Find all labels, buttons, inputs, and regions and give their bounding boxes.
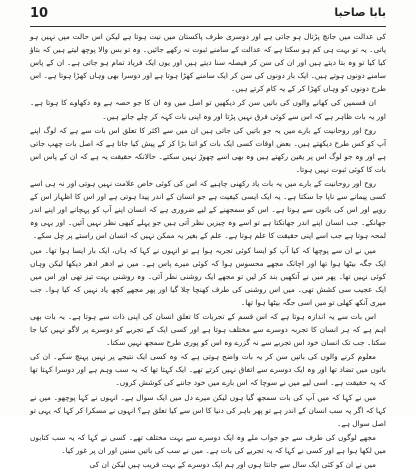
paragraph: مجھے لوگوں کی طرف سے جو جواب ملے وہ ایک دوسرے سے بہت مختلف تھے۔ کسی نے کہا کہ یہ سب کتابوں میں لکھا ہوا ہے اور کسی نے کہا کہ یہ تجربے کی بات ہے۔ میں نے سب کی باتیں سنیں اور ان پر غور کیا۔ (30, 432, 386, 455)
page-header (30, 4, 386, 27)
paragraph: میں نے ان کو کئی ایک سال سے جانتا ہوں اور ہم ایک دوسرے کے بہت قریب ہیں لیکن ان کی (89, 460, 376, 469)
paragraph: ان قسمیں کی کھانے والوں کی باتیں سن کر دیکھیں تو اصل میں وہ ان کا جو حصہ ہے وہ دکھاوے کا ہوتا ہے۔ اور یہ بات ظاہر ہے کہ اس سے کوئی فرق نہیں پڑتا اور وہ اپنی بات کہہ کر چلے جاتے ہیں۔ (30, 98, 386, 121)
paragraph: کی عدالت میں جانچ پڑتال ہو جاتی ہے اور دوسری طرف پاکستان میں نیت ہوتا ہے لیکن اس حالت میں نہیں ہو پاتی۔ یہ تو بہت ہی کم ہو سکتا ہے کہ عدالت کے سامنے ثبوت نہ رکھے جائیں۔ وہ تو بس والا پوچھ لیتے ہیں کہ بتاؤ کیا کیا تو وہ بتا دیتے ہیں اور ان کی سن کر فیصلہ سنا دیتے ہیں اور یوں ایک فریاد تمام ہو جاتی ہے۔ ان کے پاس سامنے دونوں ہوتے ہیں۔ ایک بار دونوں کی سن کر ایک سامنے کھڑا ہوتا ہے اور دوسرا بھی وہاں کھڑا ہوتا ہے۔ اس طرح دونوں کو وہاں کھڑا کر کے یہ کام کرتے ہیں۔ (30, 32, 386, 94)
paragraph: روح اور روحانیت کے بارے میں یہ بات یاد رکھنی چاہیے کہ اس کی کوئی خاص علامت نہیں ہوتی اور نہ ہی اسے کسی پیمانے سے ناپا جا سکتا ہے۔ یہ ایک ایسی کیفیت ہے جو انسان کے اندر پیدا ہوتی ہے اور اس کا اظہار اس کے رویے اور اس کی باتوں سے ہوتا ہے۔ اس کو سمجھنے کے لیے ضروری ہے کہ انسان اپنے آپ کو پہچانے اور اپنے اندر جھانکے۔ جب انسان اپنے اندر جھانکتا ہے تو اسے وہ چیزیں نظر آتی ہیں جو پہلے کبھی نظر نہیں آئیں۔ اور یہی وہ لمحہ ہوتا ہے جب اسے اپنی حقیقت کا علم ہوتا ہے۔ علم کے بغیر یہ ممکن نہیں کہ انسان اس راستے پر چل سکے۔ (30, 179, 386, 241)
body-text (30, 30, 386, 469)
paragraph: میں نے کہا کہ میں آپ کی بات سمجھ گیا ہوں لیکن میرے دل میں ایک سوال ہے۔ انہوں نے کہا پوچھو۔ میں نے کہا کہ اگر یہ سب انسان کے اندر ہے تو پھر باہر کی دنیا کا اس سے کیا تعلق ہے؟ انہوں نے مسکرا کر کہا کہ یہی تو اصل سوال ہے۔ (30, 392, 386, 428)
paragraph: میں نے ان سے پوچھا کہ کیا آپ کو ایسا کوئی تجربہ ہوا ہے تو انہوں نے کہا کہ ہاں، ایک بار ایسا ہوا تھا۔ میں ایک جگہ بیٹھا ہوا تھا اور اچانک مجھے محسوس ہوا کہ کوئی میرے پاس ہے۔ میں نے ادھر ادھر دیکھا لیکن وہاں کوئی نہیں تھا۔ پھر میں نے آنکھیں بند کر لیں تو مجھے ایک روشنی نظر آئی۔ وہ روشنی بہت تیز تھی اور اس میں ایک عجیب سی کشش تھی۔ میں اس روشنی کی طرف کھنچا چلا گیا اور پھر مجھے کچھ یاد نہیں کہ کیا ہوا۔ جب میری آنکھ کھلی تو میں اسی جگہ بیٹھا ہوا تھا۔ (30, 245, 386, 307)
paragraph: اس بات سے یہ اندازہ ہوتا ہے کہ اس قسم کے تجربات کا تعلق انسان کی اپنی ذات سے ہوتا ہے۔ یہ بات بھی اہم ہے کہ ہر انسان کا تجربہ دوسرے سے مختلف ہوتا ہے اور کسی ایک کے تجربے کو دوسرے پر لاگو نہیں کیا جا سکتا۔ جب تک انسان خود اس تجربے سے نہ گزرے وہ اس کو پوری طرح سمجھ نہیں سکتا۔ (30, 311, 386, 348)
page-number: 10 (30, 6, 49, 21)
paragraph: روح اور روحانیت کے بارے میں یہ جو باتیں کی جاتی ہیں ان میں سے اکثر کا تعلق اس بات سے ہے کہ لوگ اپنے آپ کو کس طرح دیکھتے ہیں۔ بعض اوقات کسی ایک بات کو اتنا بڑا کر کے پیش کیا جاتا ہے کہ اصل بات چھپ جاتی ہے اور وہ جو لوگ اس پر یقین رکھتے ہیں وہ بھی اسے چھوڑ نہیں سکتے۔ حالانکہ حقیقت یہ ہے کہ ان کے پاس اس بات کا کوئی ثبوت نہیں ہوتا۔ (30, 125, 386, 174)
paragraph: معلوم کرنے والوں کی باتیں سن کر یہ بات واضح ہوتی ہے کہ وہ کسی ایک نتیجے پر نہیں پہنچ سکے۔ ان کی باتوں میں تضاد تھا اور وہ ایک دوسرے سے اتفاق نہیں کرتے تھے۔ ایک کہتا تھا کہ یہ سب وہم ہے اور دوسرا کہتا تھا کہ یہ حقیقت ہے۔ اسی لیے میں نے سوچا کہ اس بارے میں خود جاننے کی کوشش کروں۔ (30, 352, 386, 388)
running-title: بابا صاحبا (334, 6, 386, 19)
